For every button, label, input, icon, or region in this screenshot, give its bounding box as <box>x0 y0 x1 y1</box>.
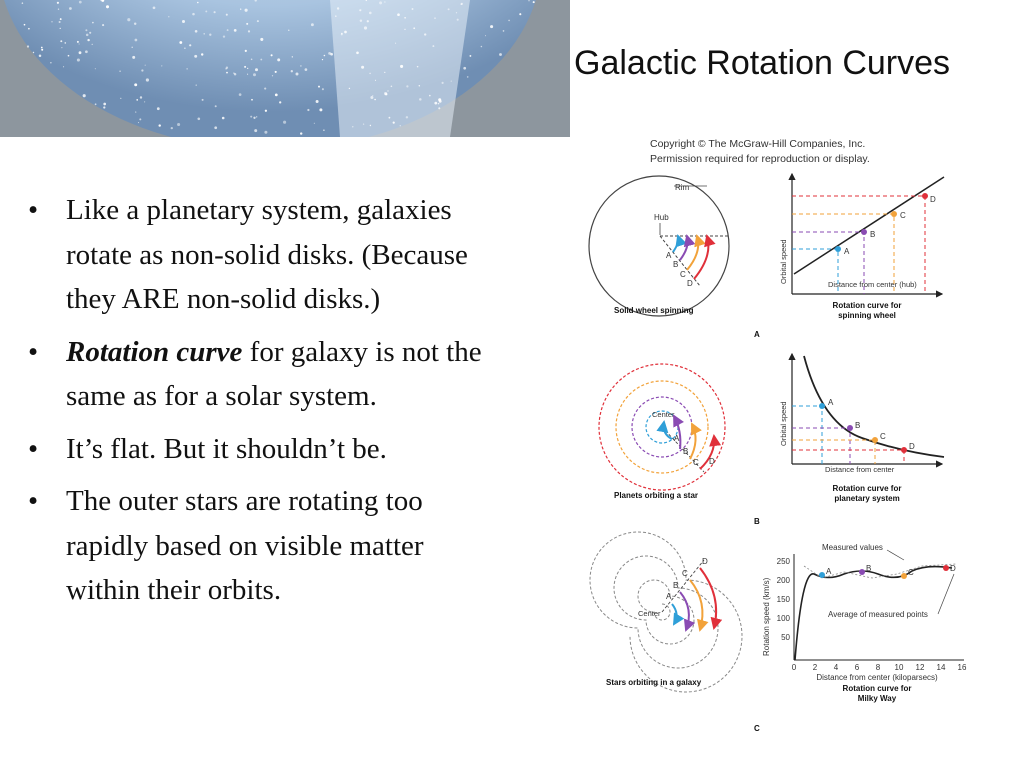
svg-text:C: C <box>880 432 886 441</box>
planets-caption: Planets orbiting a star <box>614 491 699 500</box>
rim-label: Rim <box>675 183 690 192</box>
panel-letter-a: A <box>754 330 760 339</box>
svg-text:Rotation curve for: Rotation curve for <box>842 684 912 693</box>
center-label-c: Center <box>638 609 661 618</box>
y-axis-label: Orbital speed <box>779 239 788 284</box>
svg-text:B: B <box>673 581 679 590</box>
bullet-list <box>28 188 498 621</box>
bullet-item: • Rotation curve for galaxy is not the same as for a solar system. <box>28 330 498 419</box>
svg-text:200: 200 <box>776 576 790 585</box>
svg-text:A: A <box>666 592 672 601</box>
svg-text:B: B <box>673 260 679 269</box>
galaxy-diagram <box>590 532 742 692</box>
linear-rotation-curve <box>794 177 944 274</box>
svg-text:C: C <box>682 569 688 578</box>
svg-text:2: 2 <box>812 663 818 672</box>
emphasis-term: Rotation curve <box>66 335 243 368</box>
svg-text:100: 100 <box>776 614 790 623</box>
svg-text:6: 6 <box>854 663 860 672</box>
panel-a <box>589 174 944 339</box>
svg-text:B: B <box>870 230 876 239</box>
svg-text:10: 10 <box>894 663 904 672</box>
sky-photo <box>0 0 570 137</box>
svg-text:C: C <box>693 458 699 467</box>
svg-text:A: A <box>826 567 832 576</box>
solid-wheel-diagram <box>589 176 729 316</box>
bullet-item: • Like a planetary system, galaxies rotate as non-solid disks. (Because they ARE non-solid disks.) <box>28 188 498 322</box>
center-label-b: Center <box>652 410 675 419</box>
svg-text:C: C <box>680 270 686 279</box>
svg-text:Milky Way: Milky Way <box>857 694 897 703</box>
svg-text:A: A <box>828 398 834 407</box>
svg-text:Distance from center: Distance from center <box>825 465 895 474</box>
svg-text:B: B <box>855 421 861 430</box>
night-sky-image <box>0 0 570 137</box>
graph-a-caption-2: spinning wheel <box>838 311 896 320</box>
copyright-line-2: Permission required for reproduction or display. <box>650 153 870 165</box>
x-axis-label: Distance from center (hub) <box>828 280 917 289</box>
x-axis-label-c: Distance from center (kiloparsecs) <box>816 673 938 682</box>
svg-text:D: D <box>930 195 936 204</box>
svg-text:B: B <box>866 564 872 573</box>
svg-text:0: 0 <box>791 663 797 672</box>
arrow-a <box>673 236 678 252</box>
svg-text:A: A <box>666 251 672 260</box>
copyright-line-1: Copyright © The McGraw-Hill Companies, Inc. <box>650 138 866 150</box>
svg-text:4: 4 <box>833 663 839 672</box>
slide-title: Galactic Rotation Curves <box>574 44 951 82</box>
spinning-wheel-graph <box>779 174 944 320</box>
svg-text:Rotation curve for: Rotation curve for <box>832 484 902 493</box>
svg-text:D: D <box>687 279 693 288</box>
svg-text:12: 12 <box>915 663 925 672</box>
svg-text:D: D <box>709 457 715 466</box>
hub-label: Hub <box>654 213 669 222</box>
svg-text:D: D <box>909 442 915 451</box>
panel-c <box>590 532 967 733</box>
panel-letter-b: B <box>754 517 760 526</box>
y-axis-label-c: Rotation speed (km/s) <box>762 577 771 656</box>
svg-text:16: 16 <box>957 663 967 672</box>
svg-text:8: 8 <box>875 663 881 672</box>
svg-text:Orbital speed: Orbital speed <box>779 401 788 446</box>
solid-wheel-caption: Solid wheel spinning <box>614 306 694 315</box>
svg-text:A: A <box>844 247 850 256</box>
planets-diagram <box>599 364 725 500</box>
milky-way-graph <box>762 543 967 703</box>
svg-text:C: C <box>908 568 914 577</box>
svg-text:planetary system: planetary system <box>834 494 900 503</box>
svg-text:150: 150 <box>776 595 790 604</box>
svg-text:A: A <box>674 434 680 443</box>
svg-text:D: D <box>950 564 956 573</box>
graph-a-caption-1: Rotation curve for <box>832 301 902 310</box>
rotation-curves-figure <box>582 134 982 740</box>
galaxy-caption: Stars orbiting in a galaxy <box>606 678 702 687</box>
arrow-b <box>680 236 688 260</box>
svg-text:C: C <box>900 211 906 220</box>
panel-letter-c: C <box>754 724 760 733</box>
planetary-graph <box>779 354 944 503</box>
svg-text:50: 50 <box>781 633 790 642</box>
svg-text:14: 14 <box>936 663 946 672</box>
svg-text:B: B <box>683 447 689 456</box>
bullet-item: • It’s flat. But it shouldn’t be. <box>28 427 498 472</box>
panel-b <box>599 354 944 526</box>
svg-text:250: 250 <box>776 557 790 566</box>
average-label: Average of measured points <box>828 610 928 619</box>
bullet-item: • The outer stars are rotating too rapidly based on visible matter within their orbits. <box>28 479 498 613</box>
svg-text:D: D <box>702 557 708 566</box>
measured-values-label: Measured values <box>822 543 883 552</box>
